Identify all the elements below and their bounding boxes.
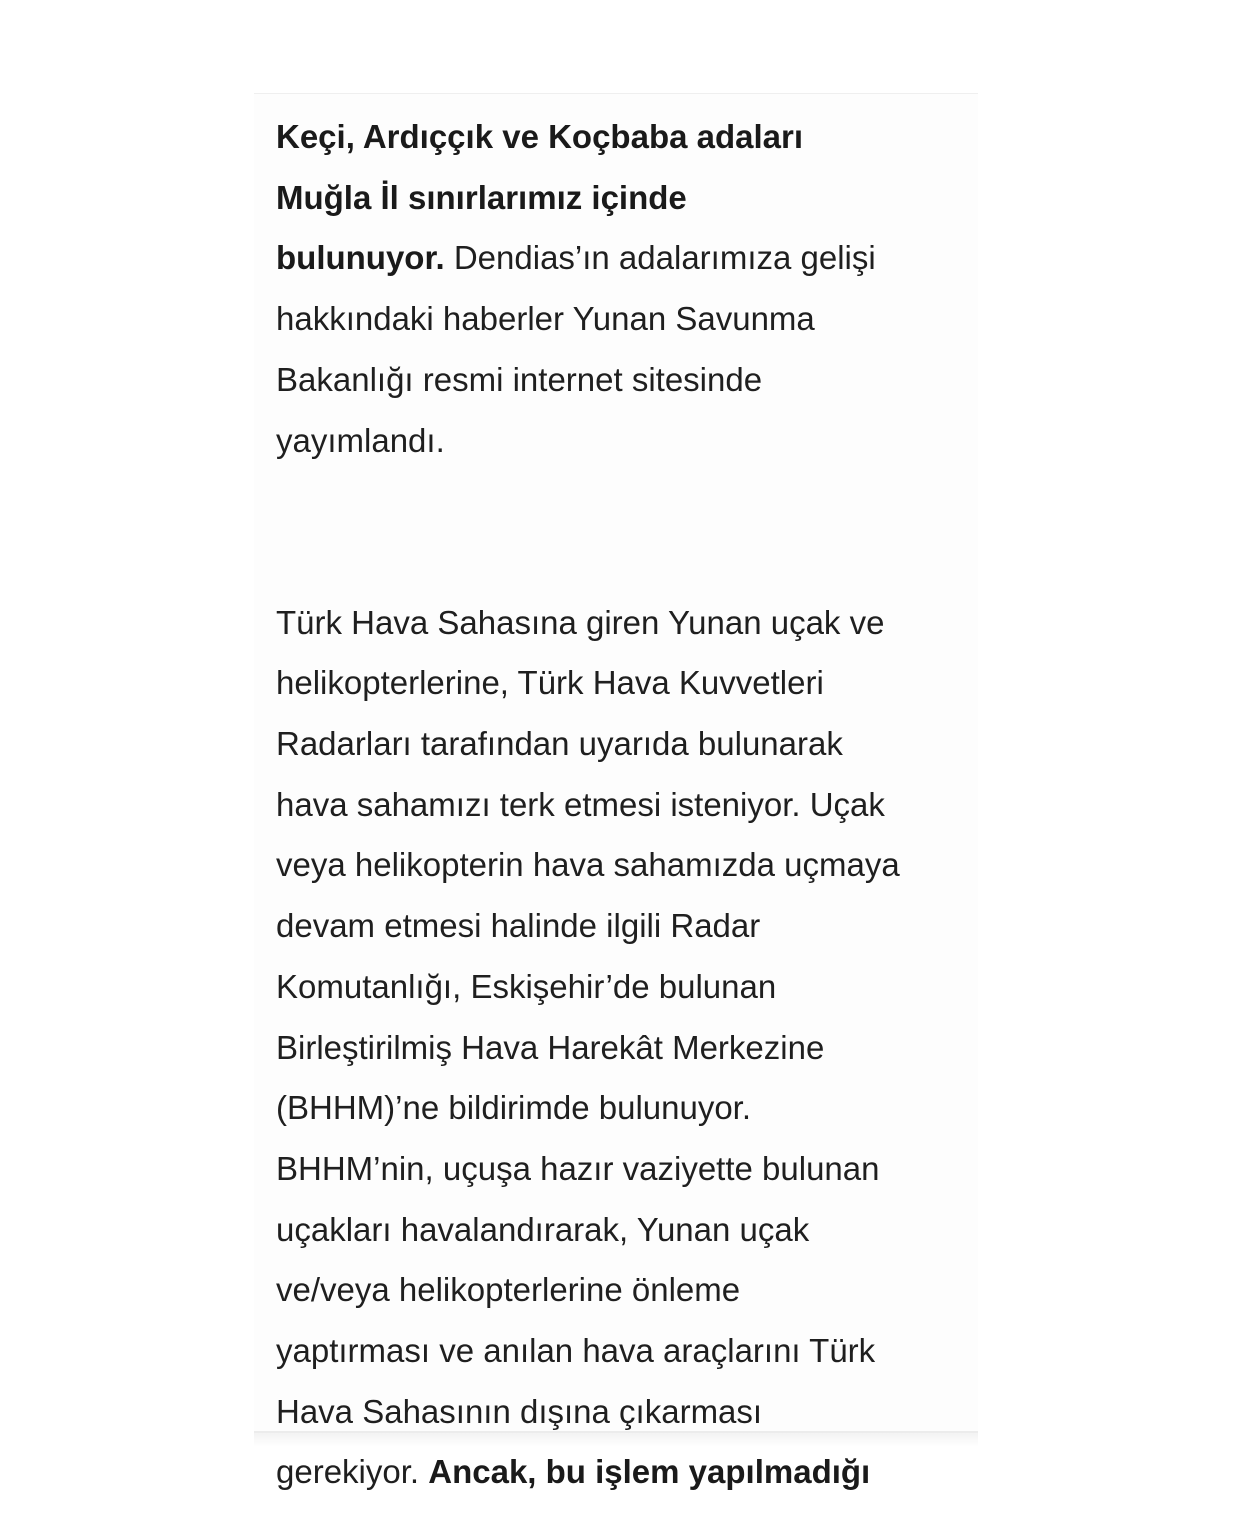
- text-line: hava sahamızı terk etmesi isteniyor. Uçak: [276, 785, 885, 823]
- bold-line: Muğla İl sınırlarımız içinde: [276, 178, 687, 216]
- bold-phrase: bulunuyor.: [276, 239, 445, 277]
- text-line: yaptırması ve anılan hava araçlarını Türk: [276, 1332, 876, 1370]
- text-line: veya helikopterin hava sahamızda uçmaya: [276, 846, 900, 884]
- text-line: BHHM’nin, uçuşa hazır vaziyette bulunan: [276, 1149, 880, 1187]
- text-line: devam etmesi halinde ilgili Radar: [276, 907, 761, 945]
- text-line: yayımlandı.: [276, 421, 445, 459]
- text-line: Radarları tarafından uyarıda bulunarak: [276, 725, 843, 762]
- text-line: [276, 1442, 976, 1503]
- text-line: ve/veya helikopterlerine önleme: [276, 1271, 741, 1309]
- text-line: Hava Sahasının dışına çıkarması: [276, 1392, 763, 1430]
- bold-phrase: Ancak, bu işlem yapılmadığı: [428, 1453, 871, 1491]
- text-line: Birleştirilmiş Hava Harekât Merkezine: [276, 1028, 825, 1066]
- text-line: helikopterlerine, Türk Hava Kuvvetleri: [276, 664, 824, 702]
- article-card: [254, 93, 978, 1491]
- text-line: Bakanlığı resmi internet sitesinde: [276, 360, 763, 398]
- card-top-divider: [254, 93, 978, 94]
- card-bottom-shadow: [254, 1433, 978, 1447]
- text-line: uçakları havalandırarak, Yunan uçak: [276, 1210, 810, 1248]
- text-line: [276, 228, 976, 289]
- text-line: Komutanlığı, Eskişehir’de bulunan: [276, 967, 777, 1005]
- bold-line: Keçi, Ardıççık ve Koçbaba adaları: [276, 118, 804, 155]
- paragraph-gap: [276, 471, 976, 532]
- regular-phrase: gerekiyor.: [276, 1453, 429, 1491]
- text-line: hakkındaki haberler Yunan Savunma: [276, 300, 815, 338]
- regular-phrase: Dendias’ın adalarımıza gelişi: [444, 239, 876, 277]
- article-body: [276, 107, 976, 1503]
- paragraph-gap: [276, 532, 976, 593]
- text-line: Türk Hava Sahasına giren Yunan uçak ve: [276, 603, 885, 641]
- text-line: (BHHM)’ne bildirimde bulunuyor.: [276, 1089, 752, 1127]
